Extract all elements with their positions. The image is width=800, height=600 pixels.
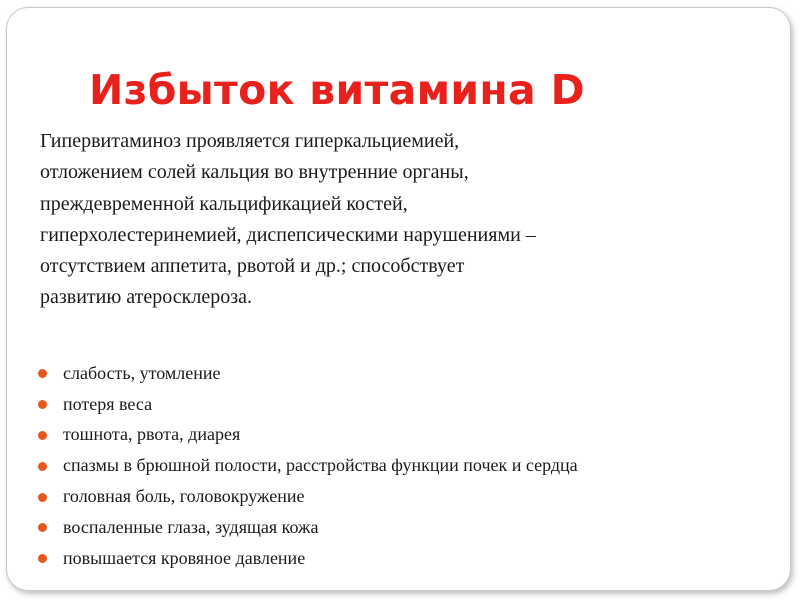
list-item	[38, 512, 578, 543]
bullet-dot-icon	[38, 462, 47, 471]
paragraph-line: Гипервитаминоз проявляется гиперкальциемией,	[40, 130, 460, 152]
slide-title: Избыток витамина D	[89, 66, 585, 114]
bullet-dot-icon	[38, 400, 47, 409]
bullet-dot-icon	[38, 554, 47, 563]
paragraph-line: преждевременной кальцификацией костей,	[40, 192, 408, 215]
list-item-text: спазмы в брюшной полости, расстройства функции почек и сердца	[63, 455, 578, 476]
list-item	[38, 481, 578, 512]
list-item	[38, 420, 578, 451]
symptom-list	[38, 358, 578, 574]
bullet-dot-icon	[38, 523, 47, 532]
list-item	[38, 389, 578, 420]
paragraph-line: гиперхолестеринемией, диспепсическими нарушениями –	[40, 223, 536, 246]
description-paragraph	[40, 126, 760, 314]
bullet-dot-icon	[38, 369, 47, 378]
list-item-text: повышается кровяное давление	[63, 547, 306, 568]
list-item-text: головная боль, головокружение	[63, 486, 305, 507]
list-item-text: тошнота, рвота, диарея	[63, 424, 241, 445]
paragraph-line: отложением солей кальция во внутренние органы,	[40, 161, 469, 184]
list-item	[38, 450, 578, 481]
list-item	[38, 543, 578, 574]
paragraph-line: отсутствием аппетита, рвотой и др.; способствует	[40, 255, 465, 278]
paragraph-line: развитию атеросклероза.	[40, 286, 253, 309]
list-item-text: воспаленные глаза, зудящая кожа	[63, 516, 319, 537]
bullet-dot-icon	[38, 493, 47, 502]
bullet-dot-icon	[38, 431, 47, 440]
list-item-text: слабость, утомление	[63, 362, 221, 383]
list-item	[38, 358, 578, 389]
list-item-text: потеря веса	[63, 393, 153, 414]
